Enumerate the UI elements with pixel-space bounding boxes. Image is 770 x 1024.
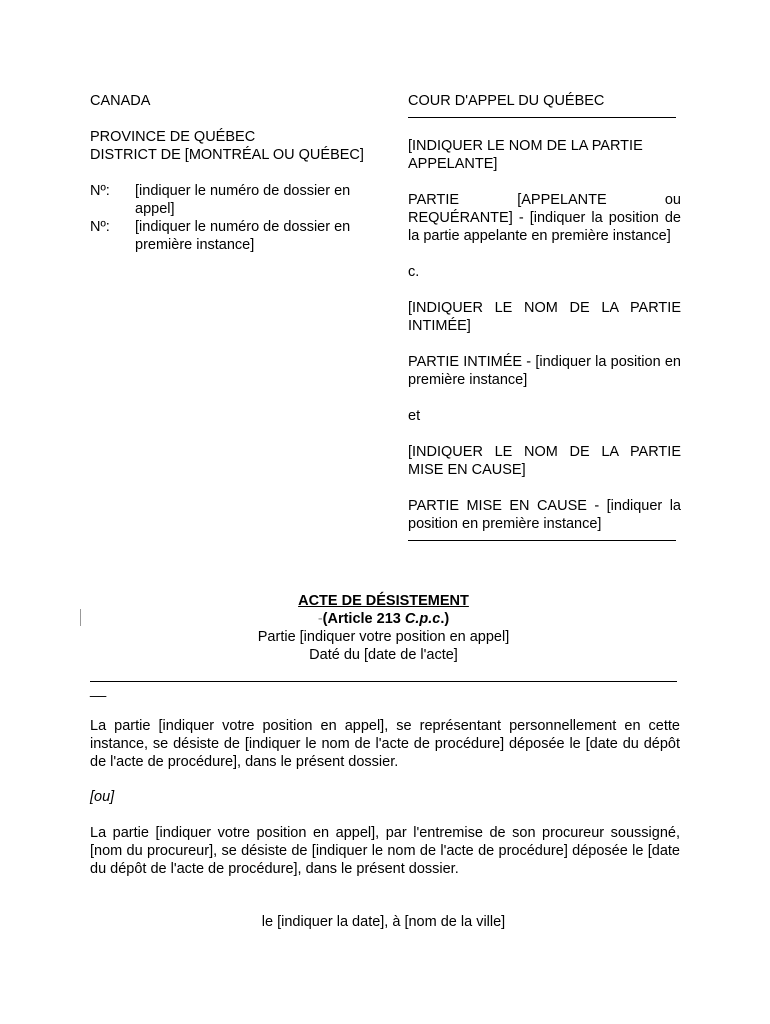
respondent-name: [INDIQUER LE NOM DE LA PARTIE INTIMÉE]: [408, 300, 681, 334]
bottom-divider: [408, 540, 676, 541]
document-title: ACTE DE DÉSISTEMENT: [298, 593, 469, 609]
impleaded-name: [INDIQUER LE NOM DE LA PARTIE MISE EN CAUSE]: [408, 444, 681, 478]
article-prefix: (Article 213: [322, 611, 405, 627]
or-label: [ou]: [90, 789, 115, 805]
file-number-label: Nº:: [90, 219, 110, 235]
district-label: DISTRICT DE [MONTRÉAL OU QUÉBEC]: [90, 147, 364, 163]
article-code: C.p.c: [404, 611, 441, 627]
first-instance-file-number: [90, 218, 370, 254]
and-label: et: [408, 408, 421, 424]
country-label: CANADA: [90, 93, 151, 109]
signature-date-line: le [indiquer la date], à [nom de la ville]: [261, 914, 506, 930]
document-title-block: [90, 592, 677, 664]
court-name: COUR D'APPEL DU QUÉBEC: [408, 93, 605, 109]
top-divider: [408, 117, 676, 118]
party-position: Partie [indiquer votre position en appel]: [257, 629, 510, 645]
appellant-name: [INDIQUER LE NOM DE LA PARTIE APPELANTE]: [408, 138, 643, 172]
file-number-label: Nº:: [90, 183, 110, 199]
left-column: [90, 92, 370, 254]
file-number-value: [indiquer le numéro de dossier en appel]: [135, 183, 351, 217]
document-date: Daté du [date de l'acte]: [309, 647, 458, 663]
appeal-file-number: [90, 182, 370, 218]
appellant-role: PARTIE [APPELANTE ou REQUÉRANTE] - [indiquer la position de la partie appelante en première instance]: [408, 192, 681, 244]
title-divider: [90, 681, 677, 682]
right-column: [408, 92, 681, 541]
divider-continuation: __: [90, 682, 107, 698]
paragraph-with-attorney: La partie [indiquer votre position en appel], par l'entremise de son procureur soussigné, [nom du procureur], se désiste de [indiquer le nom de l'acte de procédure] déposée le [date du dépôt de l'acte de procédure], dans le présent dossier.: [90, 825, 680, 877]
respondent-role: PARTIE INTIMÉE - [indiquer la position en première instance]: [408, 354, 681, 388]
versus-label: c.: [408, 264, 420, 280]
province-label: PROVINCE DE QUÉBEC: [90, 129, 256, 145]
article-reference: -(Article 213 C.p.c.): [317, 611, 450, 627]
text-cursor-marker: [80, 609, 81, 626]
article-suffix: .): [440, 611, 450, 627]
impleaded-role: PARTIE MISE EN CAUSE - [indiquer la position en première instance]: [408, 498, 681, 532]
file-number-value: [indiquer le numéro de dossier en première instance]: [135, 219, 351, 253]
paragraph-self-represented: La partie [indiquer votre position en appel], se représentant personnellement en cette instance, se désiste de [indiquer le nom de l'acte de procédure] déposée le [date du dépôt de l'acte de procédure], dans le présent dossier.: [90, 718, 680, 770]
